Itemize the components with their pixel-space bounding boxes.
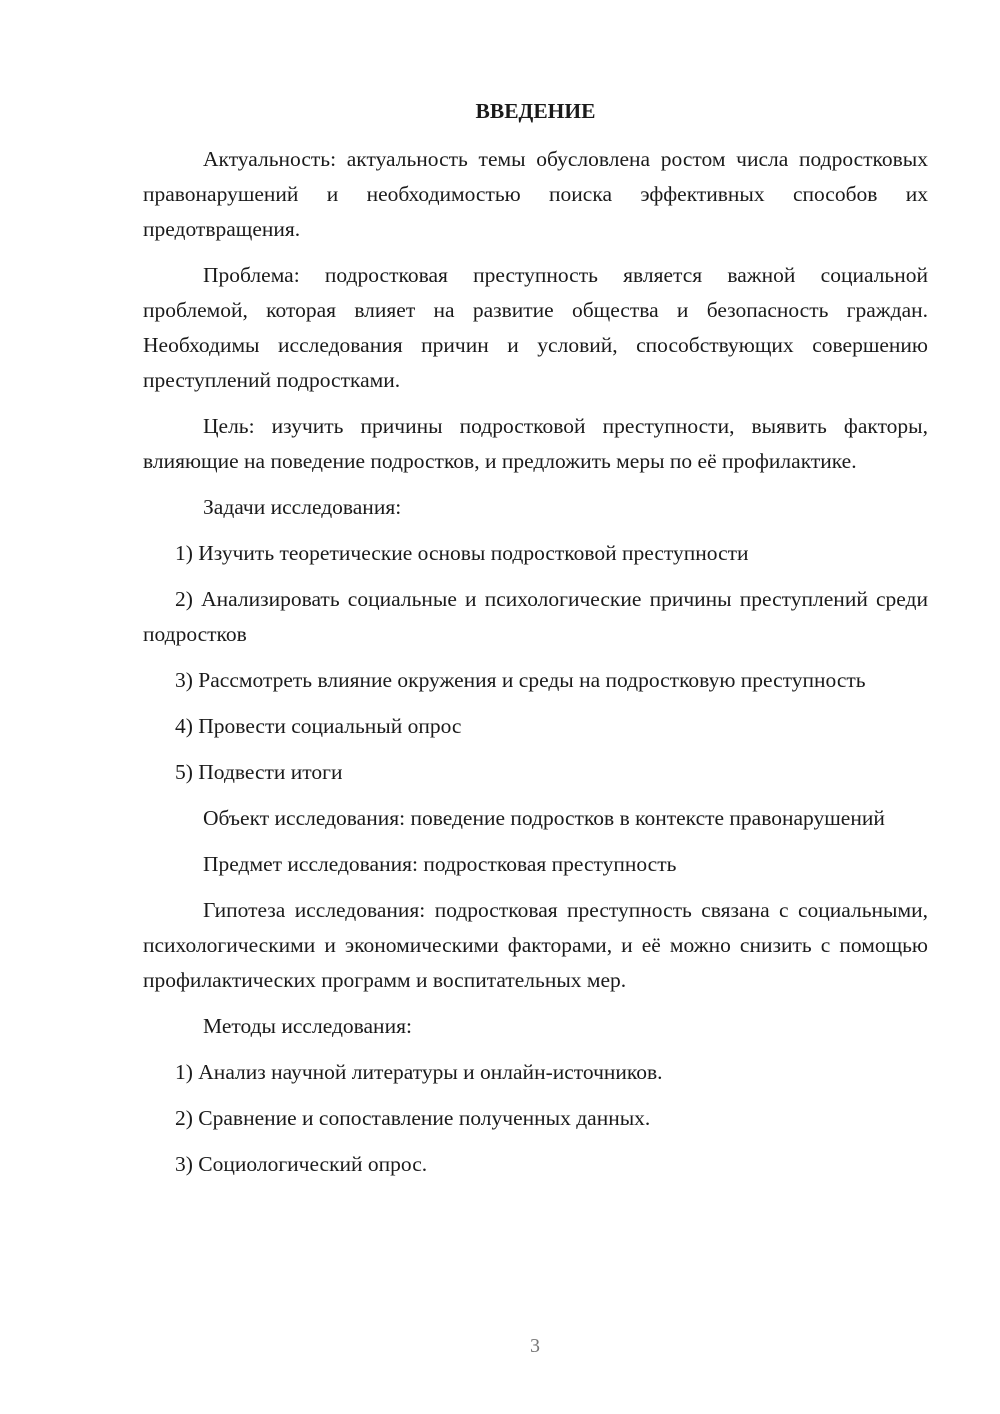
method-item: 2) Сравнение и сопоставление полученных данных. xyxy=(175,1106,651,1130)
problem-paragraph: Проблема: подростковая преступность является важной социальной проблемой, которая влияет на развитие общества и безопасность граждан. Необходимы исследования причин и условий, способствующих совершению преступлений подростками. xyxy=(143,263,928,392)
subject-paragraph: Предмет исследования: подростковая преступность xyxy=(203,852,677,876)
task-item: 3) Рассмотреть влияние окружения и среды на подростковую преступность xyxy=(175,668,866,692)
page-title: ВВЕДЕНИЕ xyxy=(475,99,596,123)
tasks-heading: Задачи исследования: xyxy=(203,495,402,519)
hypothesis-paragraph: Гипотеза исследования: подростковая преступность связана с социальными, психологическими и экономическими факторами, и её можно снизить с помощью профилактических программ и воспитательных мер. xyxy=(143,898,928,992)
task-item: 4) Провести социальный опрос xyxy=(175,714,462,738)
method-item: 3) Социологический опрос. xyxy=(175,1152,428,1176)
goal-paragraph: Цель: изучить причины подростковой преступности, выявить факторы, влияющие на поведение подростков, и предложить меры по её профилактике. xyxy=(143,414,928,473)
task-item: 2) Анализировать социальные и психологические причины преступлений среди подростков xyxy=(143,587,928,646)
object-paragraph: Объект исследования: поведение подростков в контексте правонарушений xyxy=(203,806,885,830)
relevance-paragraph: Актуальность: актуальность темы обусловлена ростом числа подростковых правонарушений и необходимостью поиска эффективных способов их предотвращения. xyxy=(143,147,928,241)
methods-heading: Методы исследования: xyxy=(203,1014,412,1038)
task-item: 5) Подвести итоги xyxy=(175,760,343,784)
method-item: 1) Анализ научной литературы и онлайн-источников. xyxy=(175,1060,663,1084)
page-number: 3 xyxy=(530,1335,540,1357)
task-item: 1) Изучить теоретические основы подростковой преступности xyxy=(175,541,749,565)
document-page xyxy=(143,96,928,1193)
